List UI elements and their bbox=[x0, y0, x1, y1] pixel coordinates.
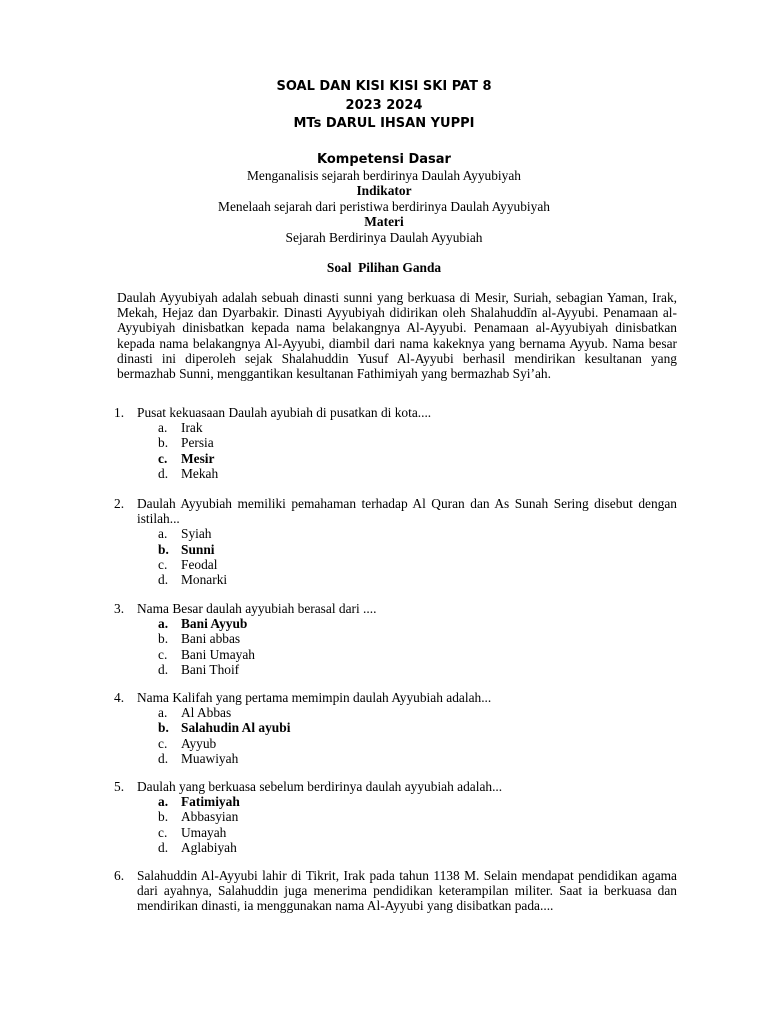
option-a bbox=[114, 705, 677, 720]
option-text: Salahudin Al ayubi bbox=[181, 720, 291, 736]
option-d bbox=[114, 572, 677, 587]
option-c bbox=[114, 647, 677, 662]
option-c bbox=[114, 825, 677, 840]
option-a bbox=[114, 526, 677, 541]
option-letter: d. bbox=[158, 465, 169, 481]
option-c-answer bbox=[114, 451, 677, 466]
option-letter: a. bbox=[158, 794, 169, 810]
indikator-label: Indikator bbox=[356, 183, 412, 198]
option-d bbox=[114, 466, 677, 481]
kd-label: Kompetensi Dasar bbox=[317, 152, 451, 167]
option-text: Monarki bbox=[181, 572, 228, 588]
question-1 bbox=[114, 405, 677, 481]
section-title: Soal Pilihan Ganda bbox=[326, 260, 442, 275]
option-b-answer bbox=[114, 720, 677, 735]
materi-label: Materi bbox=[364, 214, 404, 229]
option-text: Abbasyian bbox=[181, 809, 239, 825]
option-text: Umayah bbox=[181, 824, 227, 840]
option-text: Ayyub bbox=[181, 735, 217, 751]
option-letter: a. bbox=[158, 526, 168, 542]
option-text: Muawiyah bbox=[181, 750, 239, 766]
option-letter: c. bbox=[158, 556, 168, 572]
option-text: Bani abbas bbox=[181, 631, 241, 647]
question-text: Daulah yang berkuasa sebelum berdirinya daulah ayyubiah adalah... bbox=[137, 779, 503, 794]
option-text: Bani Thoif bbox=[181, 661, 240, 677]
question-text: Nama Besar daulah ayyubiah berasal dari .... bbox=[137, 601, 377, 616]
option-text: Feodal bbox=[181, 556, 218, 572]
option-letter: a. bbox=[158, 420, 168, 436]
kd-text: Menganalisis sejarah berdirinya Daulah Ayyubiyah bbox=[247, 167, 521, 183]
reading-passage: Daulah Ayyubiyah adalah sebuah dinasti sunni yang berkuasa di Mesir, Suriah, sebagian Yaman, Irak, Mekah, Hejaz dan Dyarbakir. Dinasti Ayyubiyah didirikan oleh Shalahuddīn al-Ayyubi. Penamaan al-Ayyubiyah dinisbatkan kepada nama belakangnya Al-Ayyubi. Penamaan al-Ayyubiyah dinisbatkan kepada nama belakangnya Al-Ayyubi, diambil dari nama kakeknya yang bernama Ayyub. Nama besar dinasti ini diperoleh sejak Shalahuddin Yusuf Al-Ayyubi berhasil mendirikan kesultanan yang bermazhab Sunni, menggantikan kesultanan Fathimiyah yang bermazhab Syi’ah. bbox=[117, 290, 677, 382]
document-title bbox=[0, 78, 768, 134]
question-5 bbox=[114, 779, 677, 855]
option-d bbox=[114, 840, 677, 855]
option-letter: d. bbox=[158, 839, 169, 855]
option-letter: b. bbox=[158, 631, 169, 647]
title-line-3: MTs DARUL IHSAN YUPPI bbox=[293, 116, 475, 131]
option-text: Fatimiyah bbox=[181, 794, 240, 810]
option-b-answer bbox=[114, 542, 677, 557]
question-number: 4. bbox=[114, 690, 125, 705]
option-list bbox=[114, 420, 677, 481]
option-a-answer bbox=[114, 616, 677, 631]
option-list bbox=[114, 526, 677, 587]
option-text: Bani Umayah bbox=[181, 646, 256, 662]
title-line-1: SOAL DAN KISI KISI SKI PAT 8 bbox=[276, 79, 492, 94]
option-letter: b. bbox=[158, 435, 169, 451]
option-text: Sunni bbox=[181, 541, 215, 557]
option-b bbox=[114, 631, 677, 646]
option-text: Mesir bbox=[181, 450, 215, 466]
option-text: Syiah bbox=[181, 526, 212, 542]
option-a bbox=[114, 420, 677, 435]
question-text: Pusat kekuasaan Daulah ayubiah di pusatkan di kota.... bbox=[137, 405, 432, 420]
option-letter: b. bbox=[158, 720, 169, 736]
question-6 bbox=[114, 868, 677, 914]
option-d bbox=[114, 751, 677, 766]
question-2 bbox=[114, 496, 677, 587]
option-c bbox=[114, 557, 677, 572]
option-text: Mekah bbox=[181, 465, 219, 481]
question-text: Salahuddin Al-Ayyubi lahir di Tikrit, Irak pada tahun 1138 M. Selain mendapat pendidikan agama dari ayahnya, Salahuddin juga menerima pendidikan keterampilan militer. Saat ia berkuasa dan mendirikan dinasti, ia menggunakan nama Al-Ayyubi yang disibatkan pada.... bbox=[137, 868, 677, 914]
option-list bbox=[114, 616, 677, 677]
option-a-answer bbox=[114, 794, 677, 809]
question-3 bbox=[114, 601, 677, 677]
option-letter: a. bbox=[158, 616, 169, 632]
option-text: Aglabiyah bbox=[181, 839, 237, 855]
option-b bbox=[114, 809, 677, 824]
option-letter: c. bbox=[158, 646, 168, 662]
question-number: 3. bbox=[114, 601, 125, 616]
question-number: 2. bbox=[114, 496, 125, 511]
question-4 bbox=[114, 690, 677, 766]
indikator-text: Menelaah sejarah dari peristiwa berdirinya Daulah Ayyubiyah bbox=[218, 198, 550, 214]
materi-text: Sejarah Berdirinya Daulah Ayyubiah bbox=[285, 229, 483, 245]
option-letter: a. bbox=[158, 705, 168, 721]
option-text: Persia bbox=[181, 435, 214, 451]
option-text: Al Abbas bbox=[181, 705, 232, 721]
option-text: Irak bbox=[181, 420, 203, 436]
question-number: 1. bbox=[114, 405, 125, 420]
option-list bbox=[114, 705, 677, 766]
question-number: 5. bbox=[114, 779, 125, 794]
option-b bbox=[114, 435, 677, 450]
option-letter: b. bbox=[158, 809, 169, 825]
option-letter: c. bbox=[158, 450, 168, 466]
option-list bbox=[114, 794, 677, 855]
competency-block bbox=[0, 152, 768, 245]
option-letter: d. bbox=[158, 572, 169, 588]
option-letter: c. bbox=[158, 824, 168, 840]
option-letter: c. bbox=[158, 735, 168, 751]
option-letter: b. bbox=[158, 541, 169, 557]
option-letter: d. bbox=[158, 661, 169, 677]
question-text: Daulah Ayyubiah memiliki pemahaman terhadap Al Quran dan As Sunah Sering disebut dengan istilah... bbox=[137, 496, 677, 527]
option-d bbox=[114, 662, 677, 677]
title-line-2: 2023 2024 bbox=[345, 97, 423, 113]
option-letter: d. bbox=[158, 750, 169, 766]
question-number: 6. bbox=[114, 868, 125, 883]
option-c bbox=[114, 736, 677, 751]
option-text: Bani Ayyub bbox=[181, 616, 248, 632]
question-text: Nama Kalifah yang pertama memimpin daulah Ayyubiah adalah... bbox=[137, 690, 492, 705]
